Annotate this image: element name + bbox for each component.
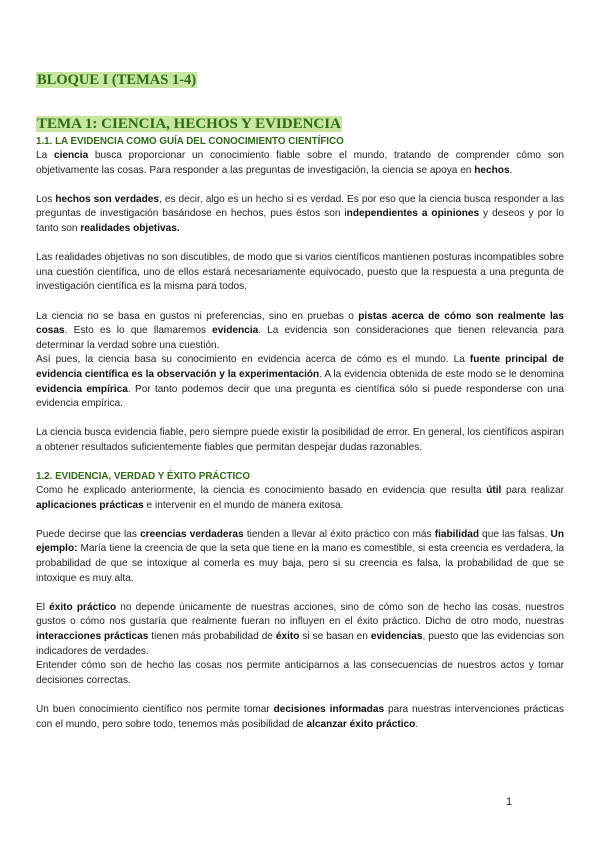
- section-2-heading: 1.2. EVIDENCIA, VERDAD Y ÉXITO PRÁCTICO: [36, 471, 250, 483]
- bloque-title: [36, 72, 197, 89]
- paragraph: Entender cómo son de hecho las cosas nos permite anticiparnos a las consecuencias de nuestros actos y tomar decisiones correctas.: [36, 660, 564, 686]
- paragraph: La ciencia busca evidencia fiable, pero siempre puede existir la posibilidad de error. En general, los científicos aspiran a obtener resultados suficientemente fiables que permitan despejar dudas razonables.: [36, 427, 564, 453]
- bloque-title-text: BLOQUE I (TEMAS 1-4): [37, 72, 197, 88]
- paragraph: La ciencia no se basa en gustos ni preferencias, sino en pruebas o pistas acerca de cómo son realmente las cosas. Esto es lo que llamaremos evidencia. La evidencia son consideraciones que tienen relevancia para determinar la verdad sobre una cuestión.: [36, 310, 564, 351]
- section-1-heading: 1.1. LA EVIDENCIA COMO GUÍA DEL CONOCIMIENTO CIENTÍFICO: [36, 136, 344, 147]
- paragraph: Puede decirse que las creencias verdaderas tienden a llevar al éxito práctico con más fiabilidad que las falsas. Un ejemplo: María tiene la creencia de que la seta que tiene en la mano es comestible, si esta creencia es verdadera, la probabilidad de que se intoxique al comerla es muy baja, pero si su creencia es falsa, la probabilidad de que se intoxique es muy alta.: [36, 528, 565, 584]
- paragraph: Así pues, la ciencia basa su conocimiento en evidencia acerca de cómo es el mundo. La fuente principal de evidencia científica es la observación y la experimentación. A la evidencia obtenida de este modo se le denomina evidencia empírica. Por tanto podemos decir que una pregunta es científica sólo si puede responderse con una evidencia empírica.: [36, 354, 564, 410]
- paragraph: La ciencia busca proporcionar un conocimiento fiable sobre el mundo, tratando de comprender cómo son objetivamente las cosas. Para responder a las preguntas de investigación, la ciencia se apoya en hechos.: [36, 150, 564, 176]
- paragraph: El éxito práctico no depende únicamente de nuestras acciones, sino de cómo son de hecho las cosas, nuestros gustos o cómo nos gustaría que realmente fueran no influyen en el éxito práctico. Dicho de otro modo, nuestras interacciones prácticas tienen más probabilidad de éxito si se basan en evidencias, puesto que las evidencias son indicadores de verdades.: [36, 601, 564, 657]
- content: [36, 135, 564, 732]
- tema-title-text: TEMA 1: CIENCIA, HECHOS Y EVIDENCIA: [37, 116, 341, 132]
- tema-title: [36, 116, 342, 133]
- paragraph: Los hechos son verdades, es decir, algo es un hecho si es verdad. Es por eso que la ciencia busca responder a las preguntas de investigación basándose en hechos, pues éstos son independientes a opiniones y deseos y por lo tanto son realidades objetivas.: [36, 193, 564, 234]
- page-number: 1: [506, 796, 513, 808]
- paragraph: Un buen conocimiento científico nos permite tomar decisiones informadas para nuestras intervenciones prácticas con el mundo, pero sobre todo, tenemos más posibilidad de alcanzar éxito práctico.: [36, 703, 564, 730]
- paragraph: Como he explicado anteriormente, la ciencia es conocimiento basado en evidencia que resulta útil para realizar aplicaciones prácticas e intervenir en el mundo de manera exitosa.: [36, 485, 564, 511]
- paragraph: Las realidades objetivas no son discutibles, de modo que si varios científicos mantienen posturas incompatibles sobre una cuestión científica, uno de ellos estará necesariamente equivocado, puesto que la respuesta a una pregunta de investigación científica es la misma para todos.: [36, 252, 564, 293]
